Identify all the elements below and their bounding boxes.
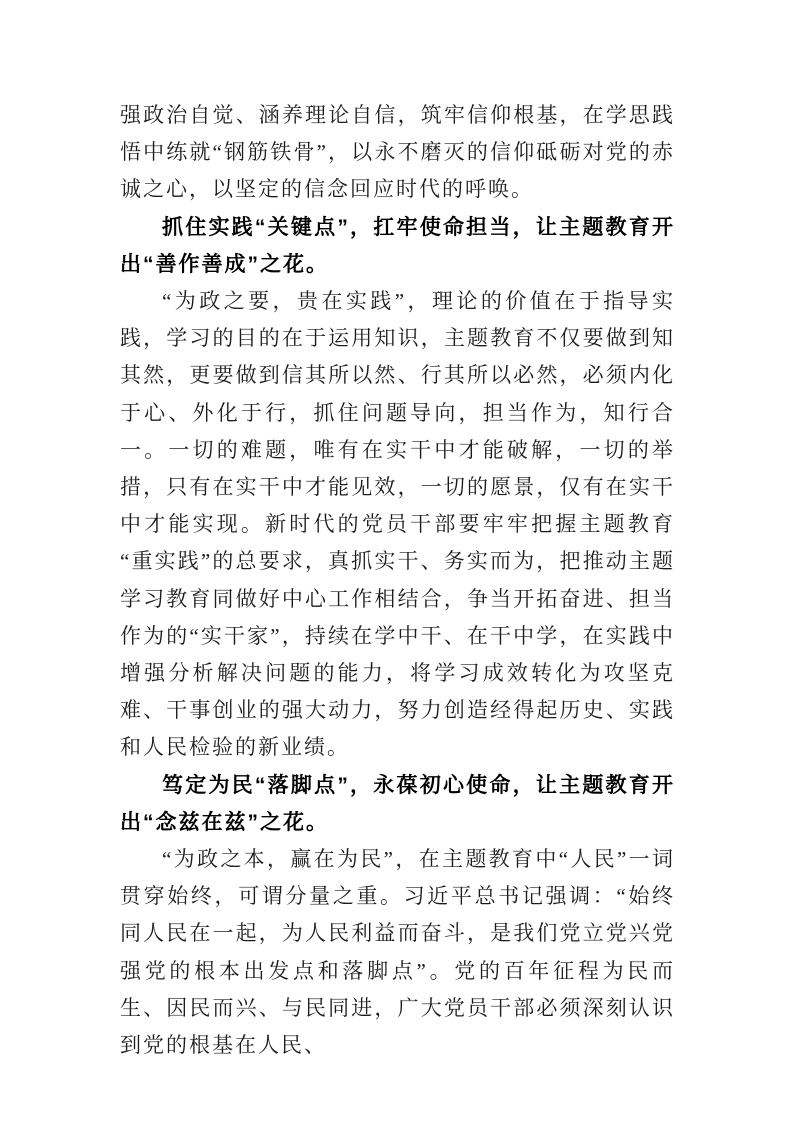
paragraph-practice: “为政之要，贵在实践”，理论的价值在于指导实践，学习的目的在于运用知识，主题教育不仅要做到知其然，更要做到信其所以然、行其所以必然，必须内化于心、外化于行，抓住问题导向，担当作为，知行合一。一切的难题，唯有在实干中才能破解，一切的举措，只有在实干中才能见效，一切的愿景，仅有在实干中才能实现。新时代的党员干部要牢牢把握主题教育“重实践”的总要求，真抓实干、务实而为，把推动主题学习教育同做好中心工作相结合，争当开拓奋进、担当作为的“实干家”，持续在学中干、在干中学，在实践中增强分析解决问题的能力，将学习成效转化为攻坚克难、干事创业的强大动力，努力创造经得起历史、实践和人民检验的新业绩。	[120, 289, 675, 760]
section-heading-people: 笃定为民“落脚点”，永葆初心使命，让主题教育开出“念兹在兹”之花。	[120, 773, 675, 834]
paragraph-people: “为政之本，赢在为民”，在主题教育中“人民”一词贯穿始终，可谓分量之重。习近平总书记强调：“始终同人民在一起，为人民利益而奋斗，是我们党立党兴党强党的根本出发点和落脚点”。党的百年征程为民而生、因民而兴、与民同进，广大党员干部必须深刻认识到党的根基在人民、	[120, 847, 675, 1058]
paragraph-belief-continuation: 强政治自觉、涵养理论自信，筑牢信仰根基，在学思践悟中练就“钢筋铁骨”，以永不磨灭的信仰砥砺对党的赤诚之心，以坚定的信念回应时代的呼唤。	[120, 103, 675, 202]
section-heading-practice: 抓住实践“关键点”，扛牢使命担当，让主题教育开出“善作善成”之花。	[120, 215, 675, 276]
